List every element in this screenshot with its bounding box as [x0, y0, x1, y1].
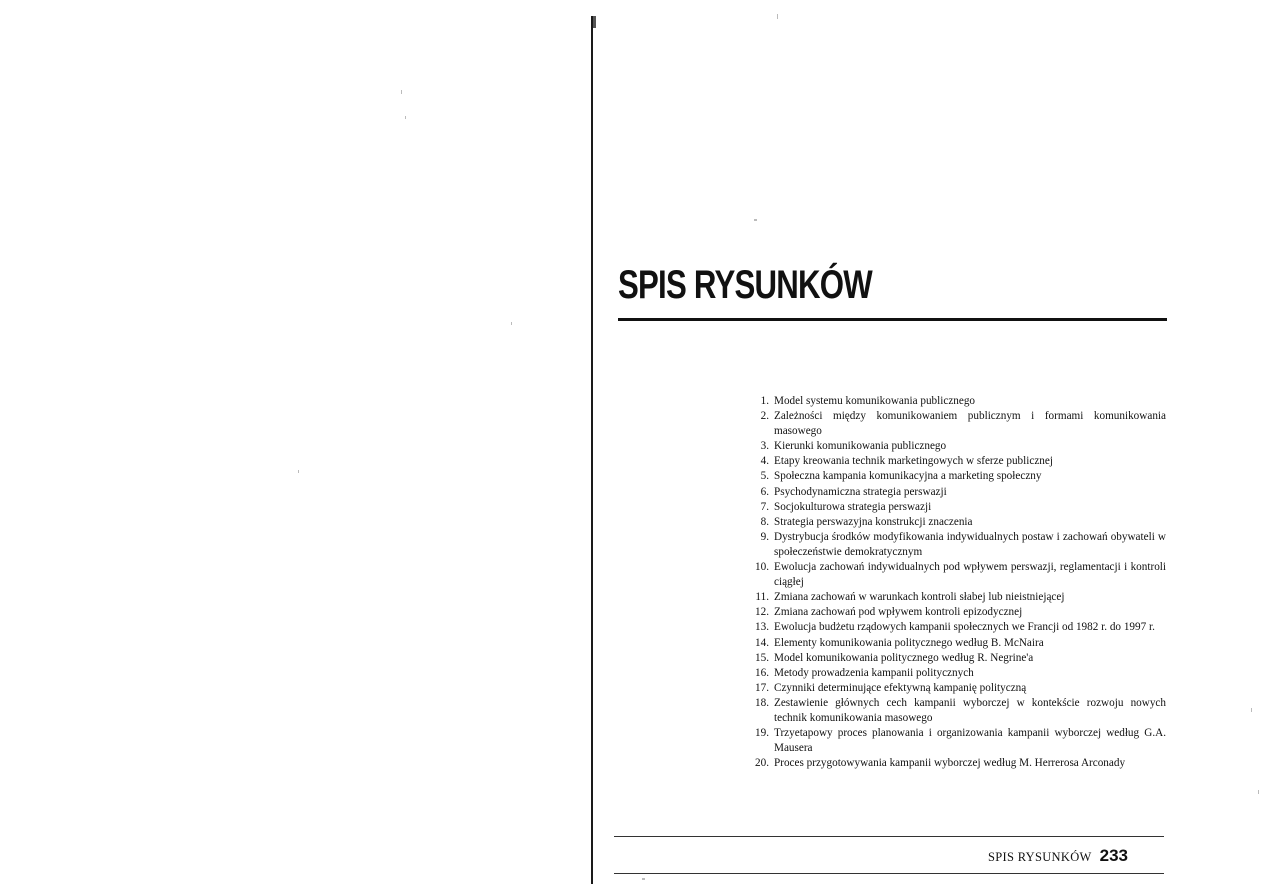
- figure-list: [748, 394, 1166, 771]
- figure-title: Elementy komunikowania politycznego według B. McNaira: [774, 636, 1044, 649]
- figure-list-item: [748, 530, 1166, 560]
- figure-number: 10.: [755, 561, 769, 574]
- figure-list-item: [748, 409, 1166, 439]
- figure-title: Model systemu komunikowania publicznego: [774, 395, 976, 407]
- running-footer: [988, 846, 1128, 866]
- figure-number: 18.: [755, 696, 769, 709]
- figure-list-item: [748, 696, 1166, 726]
- figure-list-item: [748, 469, 1166, 484]
- figure-number: 14.: [755, 636, 769, 649]
- figure-list-item: [748, 590, 1166, 605]
- figure-number: 1.: [760, 395, 769, 407]
- figure-list-item: [748, 681, 1166, 696]
- figure-title: Metody prowadzenia kampanii politycznych: [774, 666, 974, 679]
- figure-title: Zależności między komunikowaniem publicznym i formami komunikowania masowego: [774, 410, 1166, 438]
- figure-number: 17.: [755, 681, 769, 694]
- figure-title: Proces przygotowywania kampanii wyborczej według M. Herrerosa Arconady: [774, 757, 1126, 770]
- figure-title: Ewolucja budżetu rządowych kampanii społecznych we Francji od 1982 r. do 1997 r.: [774, 621, 1155, 634]
- page-title: SPIS RYSUNKÓW: [618, 263, 872, 307]
- figure-list-item: [748, 439, 1166, 454]
- book-spine-line: [591, 16, 593, 884]
- figure-list-item: [748, 620, 1166, 635]
- figure-list-item: [748, 636, 1166, 651]
- running-title: SPIS RYSUNKÓW: [988, 850, 1092, 864]
- figure-list-item: [748, 454, 1166, 469]
- scan-speck: [754, 219, 757, 221]
- scan-speck: [401, 90, 402, 94]
- scan-speck: [511, 322, 512, 325]
- footer-rule-bottom: [614, 873, 1164, 874]
- scan-speck: [642, 878, 645, 880]
- figure-number: 20.: [755, 757, 769, 770]
- scan-speck: [777, 14, 778, 19]
- figure-list-item: [748, 756, 1166, 771]
- figure-title: Kierunki komunikowania publicznego: [774, 440, 947, 453]
- scan-speck: [405, 116, 406, 119]
- figure-number: 2.: [760, 410, 769, 423]
- figure-number: 7.: [760, 500, 769, 513]
- figure-number: 6.: [760, 485, 769, 498]
- figure-list-item: [748, 666, 1166, 681]
- figure-list-item: [748, 515, 1166, 530]
- figure-list-item: [748, 605, 1166, 620]
- figure-list-item: [748, 500, 1166, 515]
- figure-number: 3.: [760, 440, 769, 453]
- figure-number: 5.: [760, 470, 769, 483]
- figure-title: Etapy kreowania technik marketingowych w sferze publicznej: [774, 455, 1053, 468]
- figure-number: 8.: [760, 515, 769, 528]
- figure-number: 15.: [755, 651, 769, 664]
- figure-title: Społeczna kampania komunikacyjna a marketing społeczny: [774, 470, 1042, 483]
- figure-title: Strategia perswazyjna konstrukcji znaczenia: [774, 515, 973, 528]
- figure-title: Trzyetapowy proces planowania i organizowania kampanii wyborczej według G.A. Mausera: [774, 727, 1166, 755]
- figure-list-item: [748, 651, 1166, 666]
- figure-number: 12.: [755, 606, 769, 619]
- scan-speck: [298, 470, 299, 473]
- figure-title: Czynniki determinujące efektywną kampanię polityczną: [774, 681, 1027, 694]
- figure-number: 11.: [755, 591, 769, 604]
- figure-title: Socjokulturowa strategia perswazji: [774, 500, 932, 513]
- figure-title: Zmiana zachowań w warunkach kontroli słabej lub nieistniejącej: [774, 591, 1065, 604]
- figure-number: 4.: [760, 455, 769, 468]
- scan-speck: [1251, 708, 1252, 712]
- figure-list-item: [748, 726, 1166, 756]
- figure-number: 9.: [760, 530, 769, 543]
- figure-title: Zestawienie głównych cech kampanii wyborczej w kontekście rozwoju nowych technik komunikowania masowego: [774, 696, 1166, 724]
- figure-number: 16.: [755, 666, 769, 679]
- figure-list-item: [748, 485, 1166, 500]
- figure-title: Dystrybucja środków modyfikowania indywidualnych postaw i zachowań obywateli w społeczeństwie demokratycznym: [774, 530, 1166, 558]
- figure-title: Model komunikowania politycznego według R. Negrine'a: [774, 651, 1034, 664]
- spine-mark: [593, 16, 596, 28]
- figure-number: 13.: [755, 621, 769, 634]
- figure-title: Zmiana zachowań pod wpływem kontroli epizodycznej: [774, 606, 1023, 619]
- figure-title: Psychodynamiczna strategia perswazji: [774, 485, 947, 498]
- figure-title: Ewolucja zachowań indywidualnych pod wpływem perswazji, reglamentacji i kontroli ciągłej: [774, 561, 1166, 589]
- figure-number: 19.: [755, 727, 769, 740]
- figure-list-item: [748, 394, 1166, 409]
- footer-rule-top: [614, 836, 1164, 837]
- figure-list-item: [748, 560, 1166, 590]
- page-number: 233: [1099, 846, 1128, 865]
- title-underline: [618, 318, 1167, 321]
- scan-speck: [1258, 790, 1259, 794]
